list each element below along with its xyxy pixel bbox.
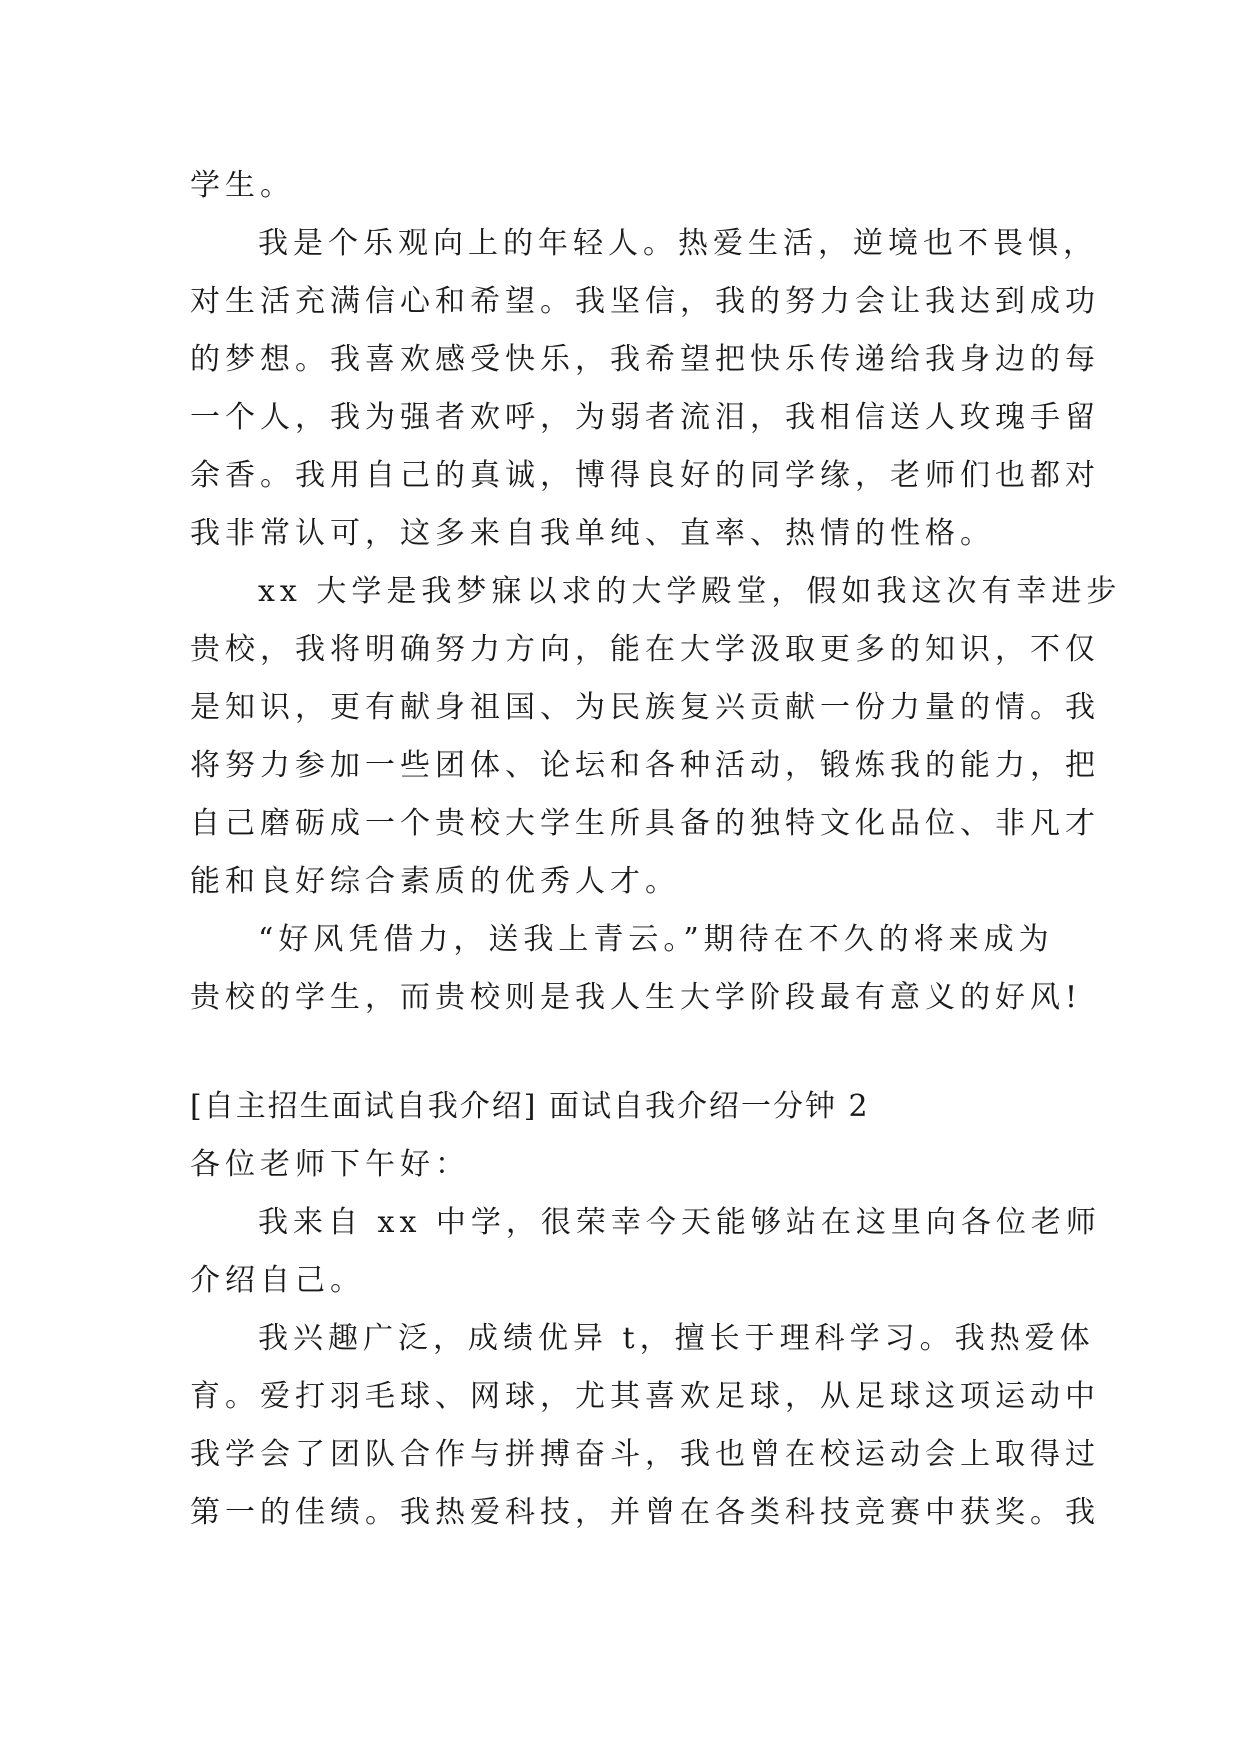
text-line: 我兴趣广泛，成绩优异 t，擅长于理科学习。我热爱体 (258, 1321, 1095, 1356)
text-line: 我来自 xx 中学，很荣幸今天能够站在这里向各位老师 (258, 1205, 1101, 1240)
text-line: 对生活充满信心和希望。我坚信，我的努力会让我达到成功 (190, 284, 1100, 319)
greeting-line: 各位老师下午好： (190, 1147, 470, 1182)
text-line: 贵校的学生，而贵校则是我人生大学阶段最有意义的好风! (190, 980, 1083, 1015)
text-line: 介绍自己。 (190, 1263, 365, 1298)
text-line: 是知识，更有献身祖国、为民族复兴贡献一份力量的情。我 (190, 690, 1100, 725)
text-line: “好风凭借力，送我上青云。”期待在不久的将来成为 (258, 922, 1054, 957)
text-line: 自己磨砺成一个贵校大学生所具备的独特文化品位、非凡才 (190, 806, 1100, 841)
section-heading: [自主招生面试自我介绍] 面试自我介绍一分钟 2 (190, 1089, 870, 1124)
text-line: 贵校，我将明确努力方向，能在大学汲取更多的知识，不仅 (190, 632, 1100, 667)
text-line: 我是个乐观向上的年轻人。热爱生活，逆境也不畏惧， (258, 226, 1098, 261)
text-line: 第一的佳绩。我热爱科技，并曾在各类科技竞赛中获奖。我 (190, 1495, 1100, 1530)
text-line: 的梦想。我喜欢感受快乐，我希望把快乐传递给我身边的每 (190, 342, 1100, 377)
text-line: 一个人，我为强者欢呼，为弱者流泪，我相信送人玫瑰手留 (190, 400, 1100, 435)
text-line: 我非常认可，这多来自我单纯、直率、热情的性格。 (190, 516, 995, 551)
text-line: 将努力参加一些团体、论坛和各种活动，锻炼我的能力，把 (190, 748, 1100, 783)
text-line: 我学会了团队合作与拼搏奋斗，我也曾在校运动会上取得过 (190, 1437, 1100, 1472)
text-line: 能和良好综合素质的优秀人才。 (190, 864, 680, 899)
text-line: xx 大学是我梦寐以求的大学殿堂，假如我这次有幸进步 (258, 574, 1122, 609)
text-line: 学生。 (190, 168, 295, 203)
text-line: 育。爱打羽毛球、网球，尤其喜欢足球，从足球这项运动中 (190, 1379, 1100, 1414)
text-line: 余香。我用自己的真诚，博得良好的同学缘，老师们也都对 (190, 458, 1100, 493)
